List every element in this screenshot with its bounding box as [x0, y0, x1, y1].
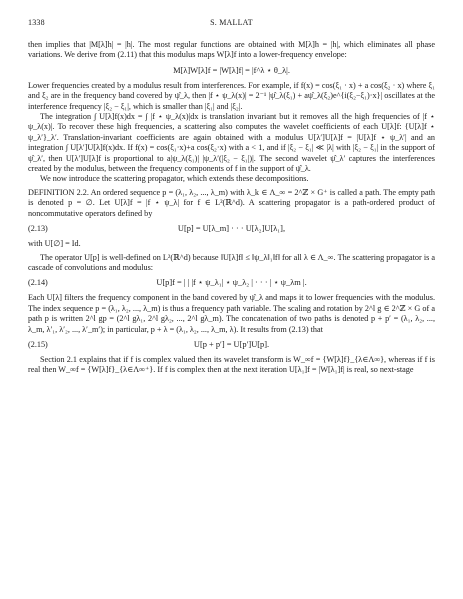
equation-2-15-body: U[p + p′] = U[p′]U[p]. [193, 339, 270, 349]
paragraph-introduce: We now introduce the scattering propagator, which extends these decompositions. [40, 174, 309, 184]
equation-2-14-label: (2.14) [28, 278, 48, 288]
definition-heading: DEFINITION 2.2. [28, 187, 89, 197]
paragraph-section-2-1: Section 2.1 explains that if f is complex valued then its wavelet transform is W_∞f = {W[λ]f}_{λ∈Λ∞}, whereas if f is real then W_∞f = {W[λ]f}_{λ∈Λ∞⁺}. If f is complex then at the next iteration U[λ₁]f = |W[λ₁]f| is real, so next-stage [28, 354, 435, 375]
paragraph-interferences: Lower frequencies created by a modulus result from interferences. For example, if f(x) = cos(ξ₁ · x) + a cos(ξ₂ · x) where ξ₁ and ξ₂ are in the frequency band covered by ψ̂_λ, then |f ⋆ ψ_λ(x)| = 2⁻¹ |ψ̂_λ(ξ₁) + aψ̂_λ(ξ₂)e^{i(ξ₂−ξ₁)·x}| oscillates at the interference frequency |ξ₂ − ξ₁|, which is smaller than |ξ₁| and |ξ₂|. [28, 80, 435, 111]
equation-2-13-body: U[p] = U[λ_m] · · · U[λ₂]U[λ₁], [177, 224, 286, 234]
equation-envelope [28, 65, 435, 77]
equation-2-14-body: U[p]f = | | |f ⋆ ψ_λ₁| ⋆ ψ_λ₂ | · · · | ⋆ ψ_λm |. [156, 278, 307, 288]
equation-2-15-label: (2.15) [28, 339, 48, 349]
equation-2-14 [28, 277, 435, 289]
paragraph-modulus: then implies that |M[λ]h| = |h|. The most regular functions are obtained with M[λ]h = |h|, which eliminates all phase variations. We derive from (2.11) that this modulus maps W[λ]f into a lower-frequency envelope: [28, 40, 435, 60]
equation-2-15 [28, 339, 435, 351]
equation-envelope-body: M[λ]W[λ]f = |W[λ]f| = |f^λ ⋆ θ_λ|. [173, 65, 290, 75]
paragraph-identity: with U[∅] = Id. [28, 239, 81, 249]
running-head-author: S. MALLAT [210, 18, 253, 27]
definition-2-2 [28, 188, 435, 219]
page-number: 1338 [28, 18, 45, 27]
page-header [28, 18, 435, 28]
definition-body: An ordered sequence p = (λ₁, λ₂, ..., λ_m) with λ_k ∈ Λ_∞ = 2^ℤ × G⁺ is called a path. The empty path is denoted p = ∅. Let U[λ]f = |f ⋆ ψ_λ| for f ∈ L²(ℝ^d). A scattering propagator is a path-ordered product of noncommutative operators defined by [28, 187, 435, 218]
paragraph-frequency-path: Each U[λ] filters the frequency component in the band covered by ψ̂_λ and maps it to lower frequencies with the modulus. The index sequence p = (λ₁, λ₂, ..., λ_m) is thus a frequency path variable. The scaling and rotation by 2^l g ∈ 2^ℤ × G of a path p is written 2^l gp = (2^l gλ₁, 2^l gλ₂, ..., 2^l gλ_m). The concatenation of two paths is denoted p + p′ = (λ₁, λ₂, ..., λ_m, λ′₁, λ′₂, ..., λ′_m′); in particular, p + λ = (λ₁, λ₂, ..., λ_m, λ). It results from (2.13) that [28, 293, 435, 334]
paragraph-well-defined: The operator U[p] is well-defined on L²(ℝ^d) because ‖U[λ]f‖ ≤ ‖ψ_λ‖₁‖f‖ for all λ ∈ Λ_∞. The scattering propagator is a cascade of convolutions and modulus: [28, 252, 435, 272]
equation-2-13-label: (2.13) [28, 224, 48, 234]
equation-2-13 [28, 223, 435, 235]
paragraph-integration: The integration ∫ U[λ]f(x)dx = ∫ |f ⋆ ψ_λ(x)|dx is translation invariant but it removes all the high frequencies of |f ⋆ ψ_λ(x)|. To recover these high frequencies, a scattering also computes the wavelet coefficients of each U[λ]f: {U[λ]f ⋆ ψ_λ′}_λ′. Translation-invariant coefficients are again obtained with a modulus U[λ′]U[λ]f = |U[λ]f ⋆ ψ_λ′| and an integration ∫ U[λ′]U[λ]f(x)dx. If f(x) = cos(ξ₁·x)+a cos(ξ₂·x) with a < 1, and if |ξ₂ − ξ₁| ≪ |λ| with |ξ₂ − ξ₁| in the support of ψ̂_λ′, then U[λ′]U[λ]f is proportional to a|ψ_λ(ξ₁)| |ψ_λ′(|ξ₂ − ξ₁|)|. The second wavelet ψ̂_λ′ captures the interferences created by the modulus, between the frequency components of f in the support of ψ̂_λ. [28, 112, 435, 174]
